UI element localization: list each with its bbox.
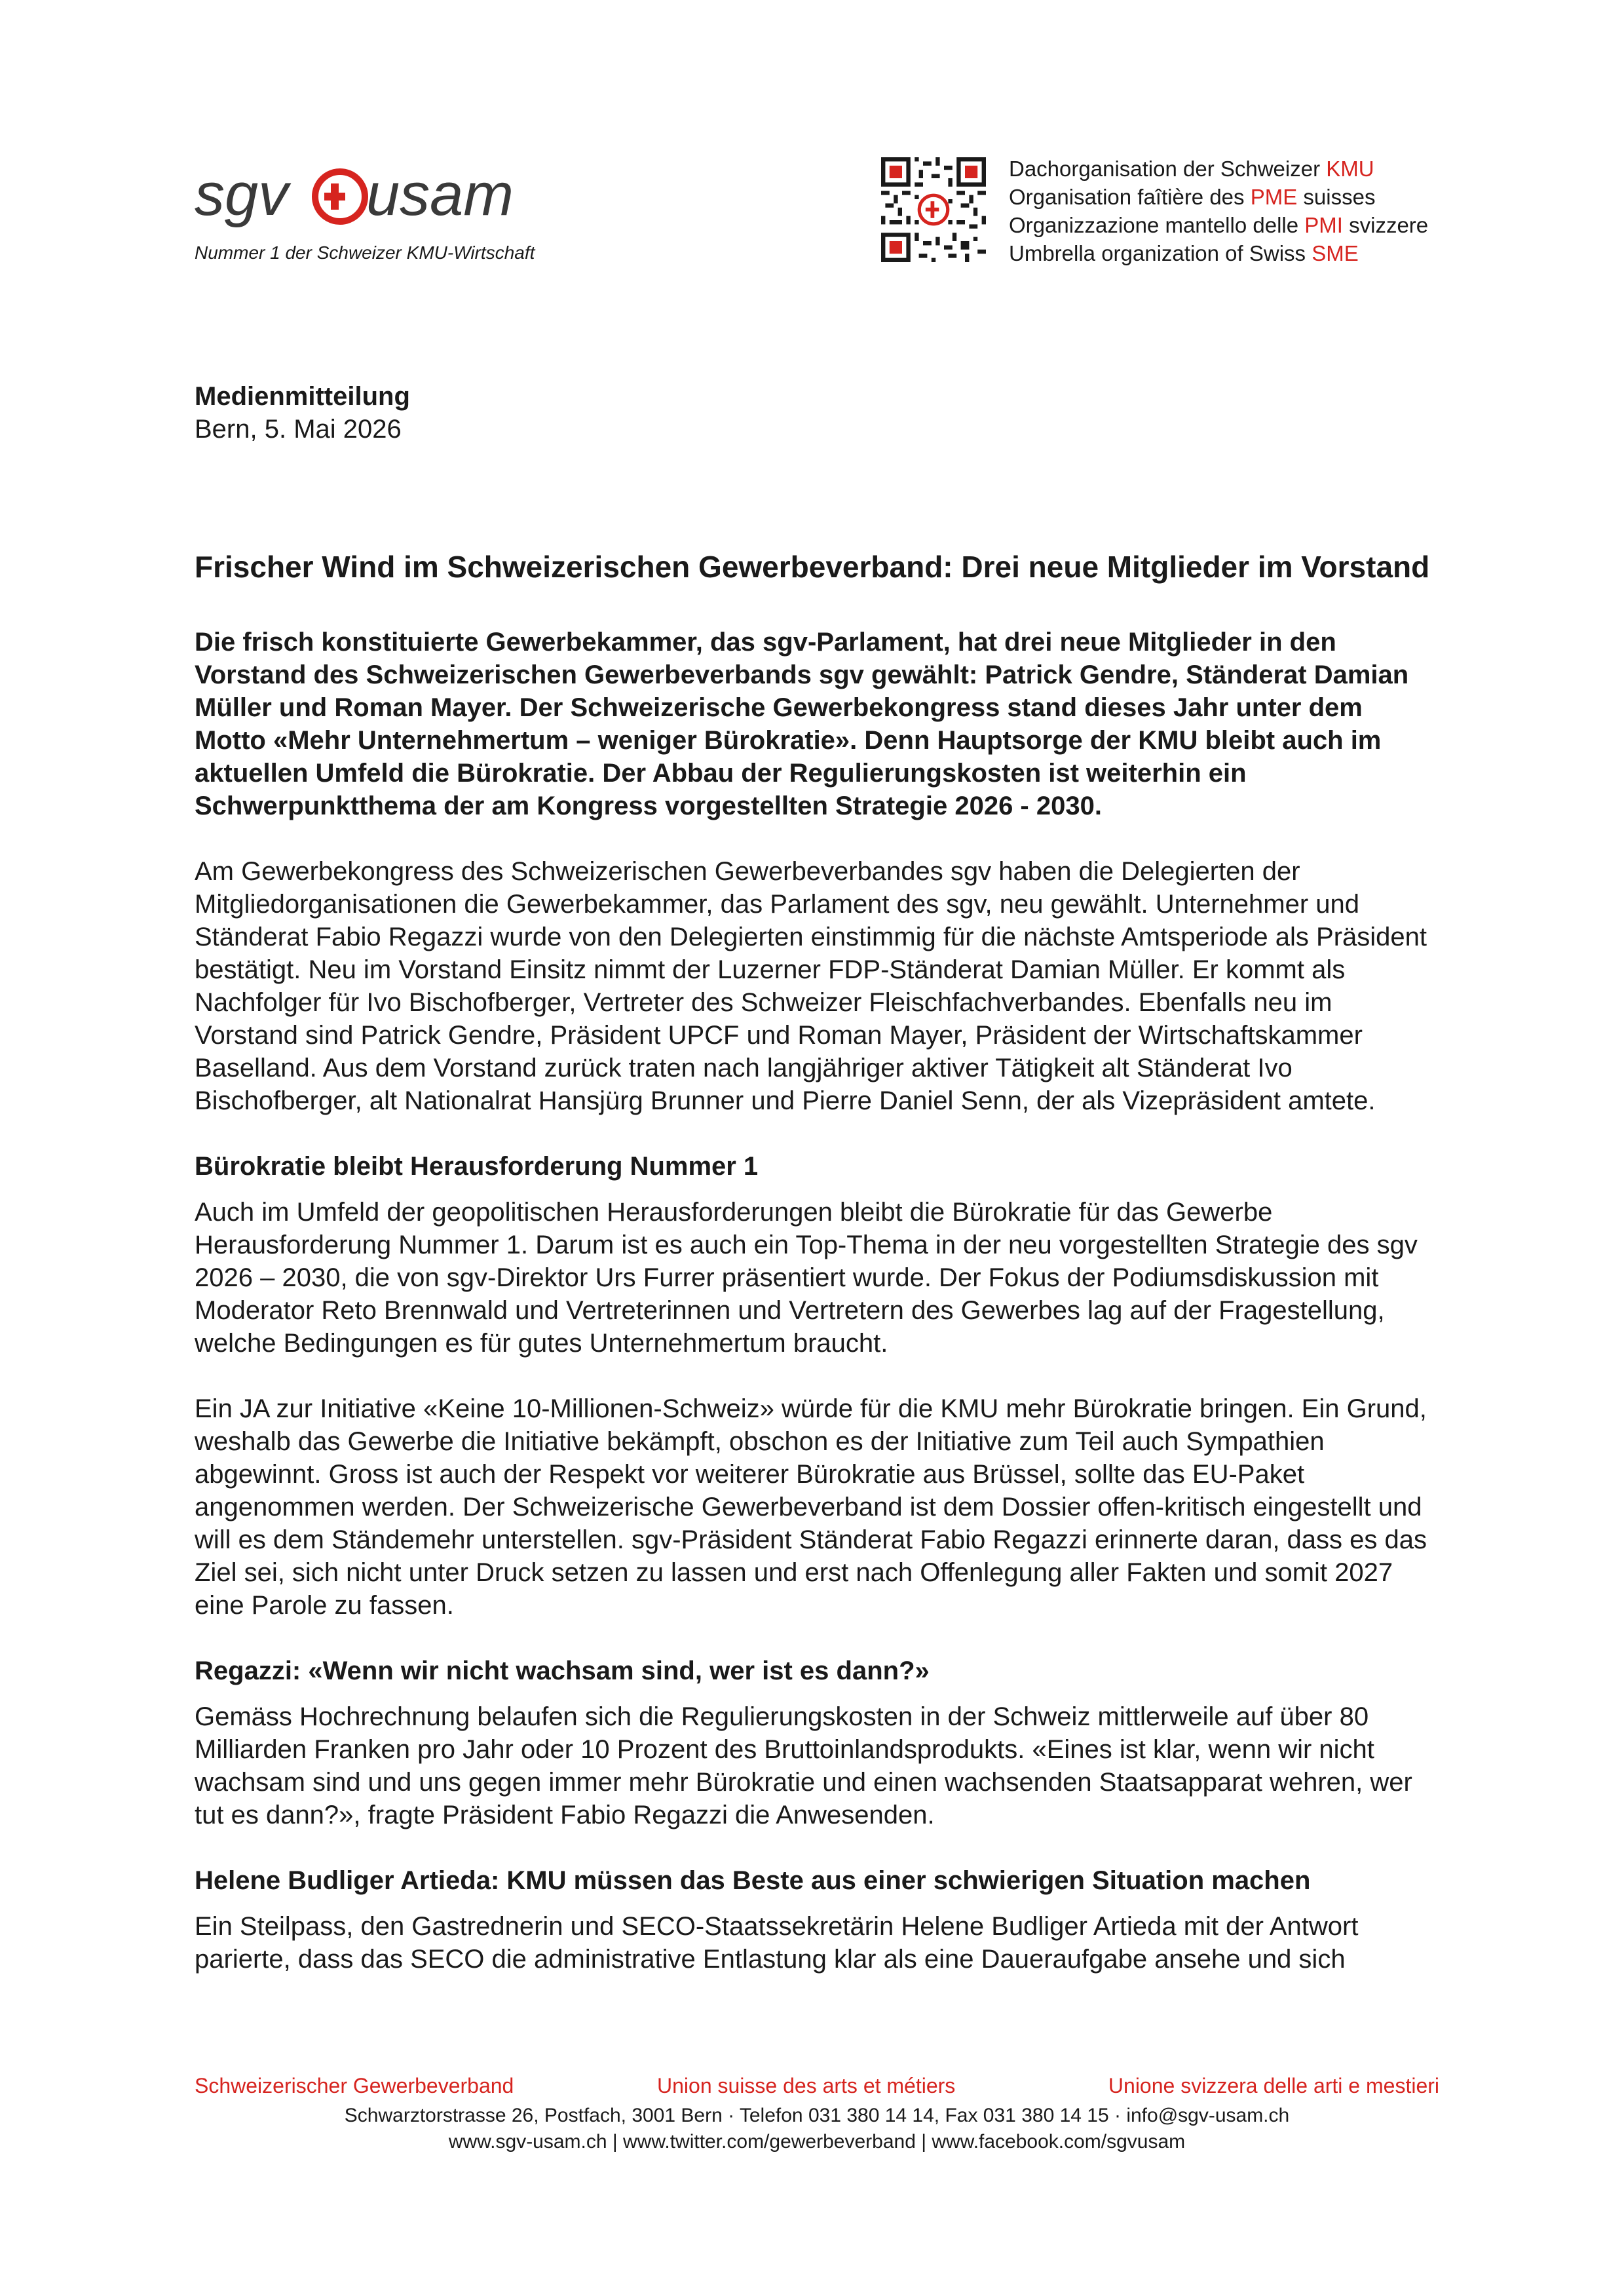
- tagline-it: Organizzazione mantello delle PMI svizzere: [1009, 213, 1429, 237]
- logo-slogan: Nummer 1 der Schweizer KMU-Wirtschaft: [195, 242, 535, 263]
- place-date: Bern, 5. Mai 2026: [195, 415, 402, 444]
- section-heading-3: Helene Budliger Artieda: KMU müssen das Beste aus einer schwierigen Situation machen: [195, 1866, 1311, 1895]
- paragraph-2: Auch im Umfeld der geopolitischen Herausforderungen bleibt die Bürokratie für das Gewerbe Herausforderung Nummer 1. Darum ist es auch ein Top-Thema in der neu vorgestellten Strategie des sgv 2026 – 2030, die von sgv-Direktor Urs Furrer präsentiert wurde. Der Fokus der Podiumsdiskussion mit Moderator Reto Brennwald und Vertreterinnen und Vertretern des Gewerbes lag auf der Fragestellung, welche Bedingungen es für gutes Unternehmertum braucht.: [195, 1198, 1418, 1358]
- tagline-fr: Organisation faîtière des PME suisses: [1009, 185, 1376, 209]
- page-title: Frischer Wind im Schweizerischen Gewerbeverband: Drei neue Mitglieder im Vorstand: [195, 550, 1430, 584]
- footer-name-fr: Union suisse des arts et métiers: [657, 2074, 956, 2097]
- svg-text:sgv: sgv: [195, 164, 289, 228]
- paragraph-4: Gemäss Hochrechnung belaufen sich die Regulierungskosten in der Schweiz mittlerweile auf über 80 Milliarden Franken pro Jahr oder 10 Prozent des Bruttoinlandsprodukts. «Eines ist klar, wenn wir nicht wachsam sind und uns gegen immer mehr Bürokratie und einen wachsenden Staatsapparat wehren, wer tut es dann?», fragte Präsident Fabio Regazzi die Anwesenden.: [195, 1702, 1412, 1829]
- section-heading-1: Bürokratie bleibt Herausforderung Nummer 1: [195, 1152, 759, 1181]
- footer-org-names: [195, 2074, 1439, 2103]
- tagline-en: Umbrella organization of Swiss SME: [1009, 241, 1359, 265]
- organisation-taglines: [1009, 155, 1428, 267]
- paragraph-5: Ein Steilpass, den Gastrednerin und SECO-Staatssekretärin Helene Budliger Artieda mit der Antwort parierte, dass das SECO die administrative Entlastung klar als eine Daueraufgabe ansehe und sich: [195, 1912, 1359, 1974]
- footer-links: www.sgv-usam.ch | www.twitter.com/gewerbeverband | www.facebook.com/sgvusam: [448, 2131, 1186, 2152]
- svg-text:usam: usam: [366, 164, 514, 228]
- tagline-de: Dachorganisation der Schweizer KMU: [1009, 157, 1374, 181]
- footer-name-it: Unione svizzera delle arti e mestieri: [1108, 2074, 1439, 2097]
- paragraph-3: Ein JA zur Initiative «Keine 10-Millionen-Schweiz» würde für die KMU mehr Bürokratie bringen. Ein Grund, weshalb das Gewerbe die Initiative bekämpft, obschon es der Initiative zum Teil auch Sympathien abgewinnt. Gross ist auch der Respekt vor weiterer Bürokratie aus Brüssel, sollte das EU-Paket angenommen werden. Der Schweizerische Gewerbeverband ist dem Dossier offen-kritisch eingestellt und will es dem Ständemehr unterstellen. sgv-Präsident Ständerat Fabio Regazzi erinnerte daran, dass es das Ziel sei, sich nicht unter Druck setzen zu lassen und erst nach Offenlegung aller Fakten und somit 2027 eine Parole zu fassen.: [195, 1394, 1427, 1620]
- footer-name-de: Schweizerischer Gewerbeverband: [195, 2074, 514, 2097]
- sgv-usam-logo: [195, 164, 561, 269]
- document-type: Medienmitteilung: [195, 382, 410, 411]
- section-heading-2: Regazzi: «Wenn wir nicht wachsam sind, wer ist es dann?»: [195, 1656, 930, 1685]
- lead-paragraph: Die frisch konstituierte Gewerbekammer, das sgv-Parlament, hat drei neue Mitglieder in den Vorstand des Schweizerischen Gewerbeverbands sgv gewählt: Patrick Gendre, Ständerat Damian Müller und Roman Mayer. Der Schweizerische Gewerbekongress stand dieses Jahr unter dem Motto «Mehr Unternehmertum – weniger Bürokratie». Denn Hauptsorge der KMU bleibt auch im aktuellen Umfeld die Bürokratie. Der Abbau der Regulierungskosten ist weiterhin ein Schwerpunktthema der am Kongress vorgestellten Strategie 2026 - 2030.: [195, 628, 1409, 820]
- press-release-body: [195, 547, 1439, 2008]
- logo-mark: [195, 164, 561, 236]
- paragraph-1: Am Gewerbekongress des Schweizerischen Gewerbeverbandes sgv haben die Delegierten der Mitgliedorganisationen die Gewerbekammer, das Parlament des sgv, neu gewählt. Unternehmer und Ständerat Fabio Regazzi wurde von den Delegierten einstimmig für die nächste Amtsperiode als Präsident bestätigt. Neu im Vorstand Einsitz nimmt der Luzerner FDP-Ständerat Damian Müller. Er kommt als Nachfolger für Ivo Bischofberger, Vertreter des Schweizer Fleischfachverbandes. Ebenfalls neu im Vorstand sind Patrick Gendre, Präsident UPCF und Roman Mayer, Präsident der Wirtschaftskammer Baselland. Aus dem Vorstand zurück traten nach langjähriger aktiver Tätigkeit alt Ständerat Ivo Bischofberger, alt Nationalrat Hansjürg Brunner und Pierre Daniel Senn, der als Vizepräsident amtete.: [195, 857, 1427, 1115]
- page-footer: [195, 2074, 1439, 2155]
- qr-code-icon: [881, 157, 986, 262]
- document-meta: [195, 380, 410, 446]
- footer-address: Schwarztorstrasse 26, Postfach, 3001 Bern · Telefon 031 380 14 14, Fax 031 380 14 15 · info@sgv-usam.ch: [344, 2105, 1290, 2126]
